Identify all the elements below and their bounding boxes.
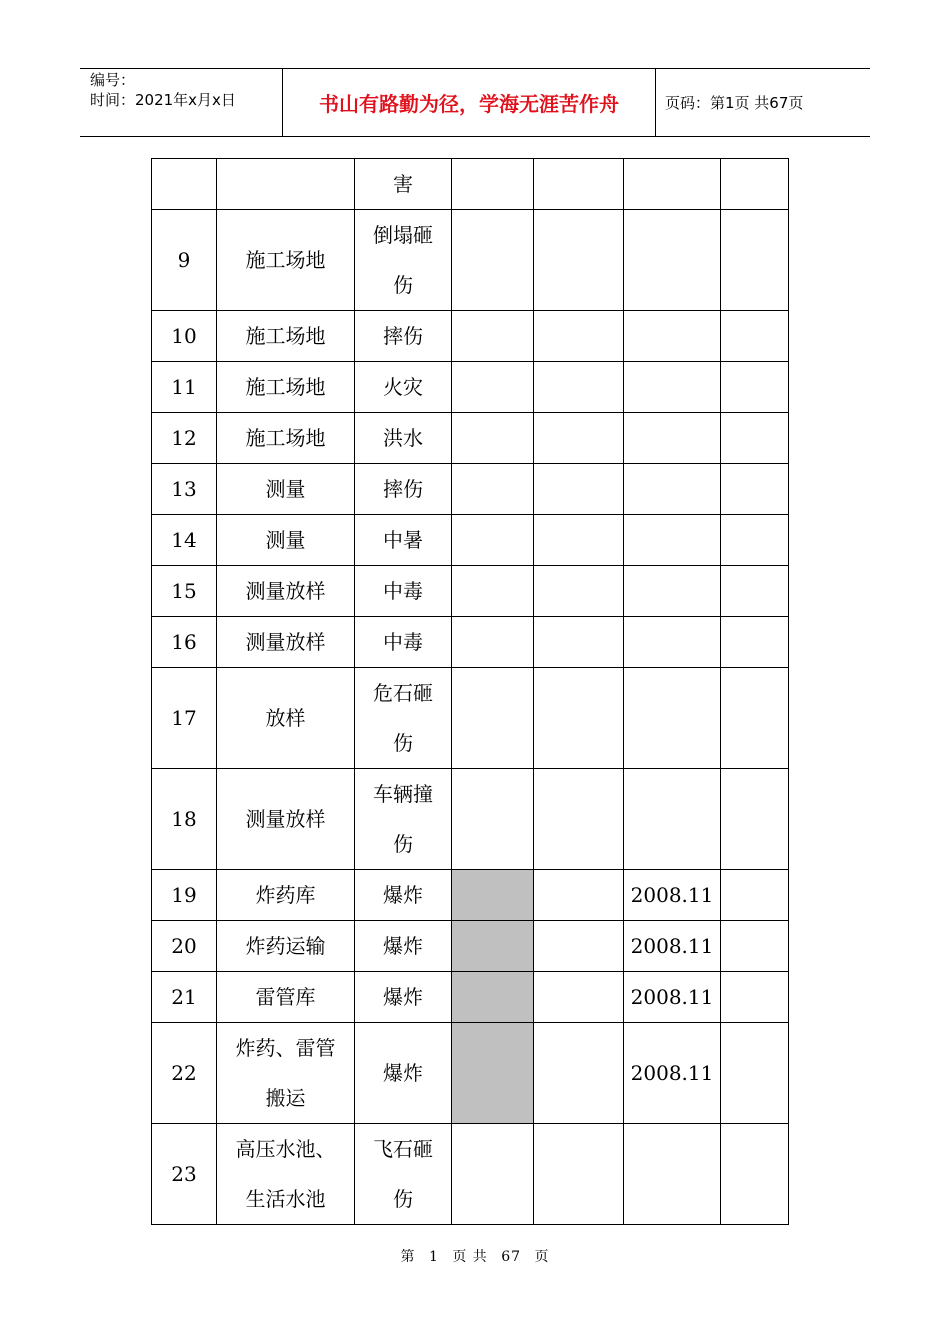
- cell-hazard-line: 爆炸: [383, 934, 423, 958]
- cell-location: [217, 769, 355, 870]
- cell-hazard-line: 危石砸: [373, 681, 433, 705]
- cell-location: [217, 566, 355, 617]
- cell-col4: [452, 972, 534, 1023]
- cell-date: [624, 566, 721, 617]
- footer-prefix: 第: [400, 1249, 416, 1265]
- cell-location-line: 测量: [265, 477, 306, 501]
- cell-col4: [452, 413, 534, 464]
- cell-number: 16: [152, 617, 217, 668]
- cell-location: [217, 210, 355, 311]
- cell-location-line: 雷管库: [255, 985, 316, 1009]
- cell-hazard-line: 火灾: [383, 375, 423, 399]
- cell-date: [624, 311, 721, 362]
- cell-hazard: [355, 617, 452, 668]
- cell-col5: [534, 1124, 624, 1225]
- cell-col7: [721, 1124, 789, 1225]
- cell-number: 10: [152, 311, 217, 362]
- cell-hazard: [355, 159, 452, 210]
- cell-col4: [452, 617, 534, 668]
- cell-col4: [452, 362, 534, 413]
- cell-date: [624, 210, 721, 311]
- cell-col4: [452, 210, 534, 311]
- cell-date: [624, 413, 721, 464]
- table-row: [152, 769, 789, 870]
- cell-col4: [452, 464, 534, 515]
- cell-col7: [721, 210, 789, 311]
- cell-col5: [534, 515, 624, 566]
- cell-col4: [452, 921, 534, 972]
- cell-number: 9: [152, 210, 217, 311]
- cell-number: 23: [152, 1124, 217, 1225]
- table-row: [152, 362, 789, 413]
- cell-location-line: 施工场地: [245, 426, 326, 450]
- cell-hazard-line: 中毒: [383, 579, 423, 603]
- cell-hazard-line: 爆炸: [383, 883, 423, 907]
- cell-hazard: [355, 870, 452, 921]
- cell-hazard: [355, 972, 452, 1023]
- cell-date: [624, 769, 721, 870]
- cell-hazard-line: 摔伤: [383, 477, 423, 501]
- header-time: 时间：2021年x月x日: [90, 91, 236, 109]
- cell-location-line: 炸药、雷管: [235, 1036, 336, 1060]
- cell-date: [624, 464, 721, 515]
- cell-location-line: 炸药库: [255, 883, 316, 907]
- cell-date: 2008.11: [624, 921, 721, 972]
- cell-col7: [721, 668, 789, 769]
- cell-col7: [721, 311, 789, 362]
- cell-number: 18: [152, 769, 217, 870]
- cell-col5: [534, 972, 624, 1023]
- footer-suffix: 页: [534, 1249, 550, 1265]
- cell-number: 20: [152, 921, 217, 972]
- cell-location: [217, 311, 355, 362]
- cell-col7: [721, 870, 789, 921]
- cell-location: [217, 464, 355, 515]
- header-number: 编号：: [90, 71, 136, 89]
- cell-date: [624, 668, 721, 769]
- table-row: [152, 1124, 789, 1225]
- cell-col4: [452, 1023, 534, 1124]
- cell-location-line: 搬运: [265, 1086, 306, 1110]
- cell-col7: [721, 362, 789, 413]
- cell-location-line: 测量放样: [245, 807, 326, 831]
- cell-col4: [452, 1124, 534, 1225]
- table-row: [152, 515, 789, 566]
- cell-col7: [721, 159, 789, 210]
- table-row: [152, 1023, 789, 1124]
- cell-hazard: [355, 515, 452, 566]
- cell-col5: [534, 769, 624, 870]
- cell-hazard: [355, 668, 452, 769]
- cell-col7: [721, 413, 789, 464]
- cell-location-line: 测量: [265, 528, 306, 552]
- cell-location: [217, 617, 355, 668]
- cell-hazard-line: 摔伤: [383, 324, 423, 348]
- table-row: [152, 566, 789, 617]
- cell-col7: [721, 566, 789, 617]
- cell-hazard-line: 爆炸: [383, 1061, 423, 1085]
- cell-col5: [534, 1023, 624, 1124]
- footer-mid: 页 共: [452, 1249, 488, 1265]
- header-motto: 书山有路勤为径，学海无涯苦作舟: [319, 91, 619, 116]
- cell-col5: [534, 464, 624, 515]
- cell-date: [624, 362, 721, 413]
- cell-number: 17: [152, 668, 217, 769]
- cell-hazard: [355, 210, 452, 311]
- cell-col4: [452, 769, 534, 870]
- table-row: [152, 870, 789, 921]
- cell-date: 2008.11: [624, 972, 721, 1023]
- cell-hazard-line: 倒塌砸: [373, 223, 433, 247]
- cell-col7: [721, 515, 789, 566]
- table-row: [152, 311, 789, 362]
- cell-location-line: 放样: [265, 706, 306, 730]
- cell-hazard-line: 伤: [393, 1187, 413, 1211]
- cell-number: 13: [152, 464, 217, 515]
- table-row: [152, 668, 789, 769]
- cell-col7: [721, 972, 789, 1023]
- header-page-info: 页码：第1页 共67页: [665, 93, 804, 112]
- cell-location: [217, 515, 355, 566]
- cell-hazard-line: 洪水: [383, 426, 423, 450]
- cell-col4: [452, 311, 534, 362]
- header-bottom-rule: [80, 136, 870, 137]
- cell-hazard: [355, 413, 452, 464]
- cell-hazard: [355, 464, 452, 515]
- cell-location-line: 生活水池: [245, 1187, 326, 1211]
- table-row: [152, 921, 789, 972]
- cell-hazard: [355, 1023, 452, 1124]
- cell-col4: [452, 870, 534, 921]
- cell-col5: [534, 668, 624, 769]
- footer-total-pages: 67: [501, 1249, 522, 1265]
- header-meta: [90, 70, 280, 110]
- cell-date: [624, 617, 721, 668]
- cell-hazard: [355, 921, 452, 972]
- cell-col5: [534, 870, 624, 921]
- cell-col4: [452, 159, 534, 210]
- hazard-table-body: [152, 159, 789, 1225]
- page-footer: [0, 1246, 950, 1266]
- cell-location-line: 施工场地: [245, 324, 326, 348]
- cell-col7: [721, 464, 789, 515]
- cell-date: 2008.11: [624, 870, 721, 921]
- cell-location: [217, 668, 355, 769]
- cell-number: 15: [152, 566, 217, 617]
- cell-hazard-line: 伤: [393, 832, 413, 856]
- cell-number: 11: [152, 362, 217, 413]
- cell-col7: [721, 617, 789, 668]
- cell-col7: [721, 921, 789, 972]
- cell-location: [217, 1023, 355, 1124]
- cell-hazard: [355, 566, 452, 617]
- cell-col5: [534, 921, 624, 972]
- header-divider-right: [655, 68, 656, 136]
- cell-hazard-line: 伤: [393, 273, 413, 297]
- cell-col7: [721, 1023, 789, 1124]
- cell-location-line: 高压水池、: [235, 1137, 336, 1161]
- cell-col5: [534, 617, 624, 668]
- table-row: [152, 972, 789, 1023]
- cell-location: [217, 870, 355, 921]
- cell-hazard-line: 爆炸: [383, 985, 423, 1009]
- cell-date: [624, 515, 721, 566]
- table-row: [152, 210, 789, 311]
- cell-col5: [534, 159, 624, 210]
- cell-hazard: [355, 311, 452, 362]
- cell-hazard: [355, 362, 452, 413]
- hazard-table: [151, 158, 789, 1225]
- cell-location: [217, 159, 355, 210]
- cell-hazard-line: 中毒: [383, 630, 423, 654]
- cell-number: 14: [152, 515, 217, 566]
- table-row: [152, 159, 789, 210]
- cell-location-line: 测量放样: [245, 579, 326, 603]
- cell-hazard-line: 飞石砸: [373, 1137, 433, 1161]
- cell-number: 19: [152, 870, 217, 921]
- cell-location: [217, 362, 355, 413]
- cell-location-line: 施工场地: [245, 248, 326, 272]
- cell-col7: [721, 769, 789, 870]
- cell-col5: [534, 210, 624, 311]
- cell-col5: [534, 413, 624, 464]
- cell-col5: [534, 311, 624, 362]
- cell-hazard: [355, 1124, 452, 1225]
- cell-location: [217, 921, 355, 972]
- cell-hazard-line: 害: [393, 172, 413, 196]
- cell-number: 21: [152, 972, 217, 1023]
- cell-hazard-line: 中暑: [383, 528, 423, 552]
- footer-page-number: 1: [428, 1249, 439, 1265]
- cell-col4: [452, 566, 534, 617]
- cell-location-line: 炸药运输: [245, 934, 326, 958]
- table-row: [152, 413, 789, 464]
- cell-location-line: 施工场地: [245, 375, 326, 399]
- cell-col4: [452, 515, 534, 566]
- header-divider-left: [282, 68, 283, 136]
- cell-location: [217, 972, 355, 1023]
- cell-location-line: 测量放样: [245, 630, 326, 654]
- cell-number: 12: [152, 413, 217, 464]
- table-row: [152, 464, 789, 515]
- cell-number: [152, 159, 217, 210]
- cell-col5: [534, 566, 624, 617]
- cell-location: [217, 1124, 355, 1225]
- cell-hazard-line: 车辆撞: [373, 782, 433, 806]
- cell-hazard-line: 伤: [393, 731, 413, 755]
- cell-col5: [534, 362, 624, 413]
- cell-location: [217, 413, 355, 464]
- cell-hazard: [355, 769, 452, 870]
- cell-date: [624, 159, 721, 210]
- cell-col4: [452, 668, 534, 769]
- cell-date: 2008.11: [624, 1023, 721, 1124]
- cell-date: [624, 1124, 721, 1225]
- cell-number: 22: [152, 1023, 217, 1124]
- table-row: [152, 617, 789, 668]
